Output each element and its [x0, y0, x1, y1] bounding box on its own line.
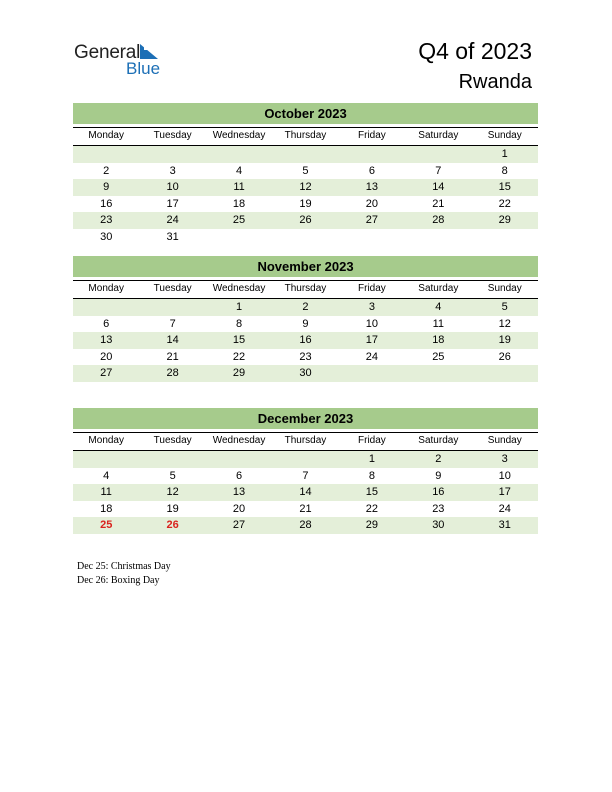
week-row [73, 163, 538, 180]
day-cell: 22 [232, 350, 246, 363]
weekday-label: Tuesday [153, 130, 192, 141]
day-cell: 22 [365, 502, 379, 515]
day-cell [405, 229, 471, 246]
day-cell: 29 [498, 214, 511, 227]
week-row [73, 146, 538, 163]
day-cell: 26 [498, 350, 511, 363]
day-cell: 4 [103, 469, 110, 482]
day-cell: 11 [100, 486, 112, 499]
day-cell: 21 [299, 502, 312, 515]
day-cell: 6 [235, 469, 243, 482]
weekday-label: Thursday [284, 130, 327, 141]
day-cell: 17 [498, 486, 511, 499]
day-cell: 16 [299, 334, 312, 347]
weekday-label: Friday [358, 435, 386, 446]
week-row [73, 196, 538, 213]
weekday-label: Saturday [418, 130, 459, 141]
day-cell: 25 [432, 350, 445, 363]
day-cell: 5 [169, 469, 176, 482]
day-cell: 15 [365, 486, 379, 499]
day-cell: 25 [232, 214, 246, 227]
day-cell: 21 [432, 197, 445, 210]
holiday-note: Dec 26: Boxing Day [77, 575, 160, 586]
weekday-label: Monday [88, 130, 124, 141]
day-cell: 30 [299, 367, 312, 380]
day-cell: 12 [299, 181, 312, 194]
week-row [73, 451, 538, 468]
day-cell: 3 [368, 301, 375, 313]
weekday-header-row [73, 280, 538, 299]
day-cell: 6 [368, 164, 375, 177]
day-cell [139, 451, 205, 468]
week-row [73, 501, 538, 518]
day-cell: 14 [166, 334, 179, 347]
weekday-label: Monday [88, 435, 124, 446]
month-calendar-october [73, 103, 538, 246]
day-cell: 27 [365, 214, 379, 227]
day-cell: 2 [103, 164, 110, 177]
day-cell: 10 [498, 469, 511, 482]
day-cell [339, 365, 405, 382]
day-cell [73, 451, 139, 468]
logo-blue-text: Blue [126, 59, 161, 78]
day-cell: 16 [432, 486, 445, 499]
week-row [73, 365, 538, 382]
day-cell: 13 [100, 334, 113, 347]
day-cell: 28 [299, 519, 312, 532]
day-cell: 23 [100, 214, 113, 227]
day-cell [139, 299, 205, 316]
day-cell: 5 [501, 301, 508, 313]
holiday-notes [77, 560, 171, 588]
day-cell: 19 [166, 502, 179, 515]
day-cell: 9 [103, 181, 110, 194]
day-cell: 27 [232, 519, 246, 532]
week-row [73, 349, 538, 366]
weekday-label: Sunday [487, 283, 522, 294]
day-cell: 23 [432, 502, 445, 515]
day-cell: 28 [432, 214, 445, 227]
day-cell [272, 229, 338, 246]
day-cell: 20 [232, 502, 246, 515]
week-row [73, 229, 538, 246]
day-cell: 8 [501, 164, 508, 177]
day-cell: 31 [498, 519, 511, 532]
day-cell: 31 [166, 230, 179, 243]
page-title: Q4 of 2023 [418, 38, 532, 64]
day-cell: 1 [501, 148, 508, 160]
weekday-label: Sunday [487, 435, 522, 446]
day-cell: 18 [432, 334, 445, 347]
weekday-header-row [73, 127, 538, 146]
day-cell [139, 146, 205, 163]
day-cell [272, 451, 338, 468]
day-cell [272, 146, 338, 163]
day-cell [472, 229, 538, 246]
week-row [73, 316, 538, 333]
day-cell [472, 365, 538, 382]
weekday-label: Wednesday [212, 130, 266, 141]
day-cell [405, 365, 471, 382]
logo-general-text: General [74, 42, 141, 63]
weekday-label: Saturday [418, 283, 459, 294]
weekday-label: Saturday [418, 435, 459, 446]
day-cell: 23 [299, 350, 312, 363]
week-row [73, 212, 538, 229]
holiday-day-cell: 26 [166, 519, 179, 532]
day-cell: 21 [166, 350, 179, 363]
day-cell: 18 [100, 502, 113, 515]
day-cell: 8 [235, 317, 243, 330]
day-cell [339, 146, 405, 163]
day-cell: 7 [169, 317, 176, 330]
day-cell: 29 [232, 367, 246, 380]
day-cell: 11 [432, 317, 445, 330]
week-row [73, 299, 538, 316]
day-cell: 16 [100, 197, 113, 210]
day-cell: 30 [432, 519, 445, 532]
day-cell: 19 [299, 197, 312, 210]
day-cell: 9 [435, 469, 442, 482]
day-cell: 24 [166, 214, 179, 227]
day-cell: 19 [498, 334, 511, 347]
weekday-label: Monday [88, 283, 124, 294]
holiday-note: Dec 25: Christmas Day [77, 561, 171, 572]
day-cell: 6 [103, 317, 110, 330]
day-cell: 1 [368, 453, 375, 465]
weekday-label: Tuesday [153, 435, 192, 446]
day-cell: 30 [100, 230, 113, 243]
week-row [73, 484, 538, 501]
month-title: November 2023 [73, 256, 538, 277]
day-cell: 28 [166, 367, 179, 380]
day-cell: 8 [368, 469, 375, 482]
day-cell: 13 [365, 181, 379, 194]
week-row [73, 468, 538, 485]
day-cell: 17 [166, 197, 179, 210]
weekday-header-row [73, 432, 538, 451]
day-cell [73, 299, 139, 316]
generalblue-logo [74, 42, 174, 78]
day-cell: 4 [435, 301, 442, 313]
day-cell: 22 [498, 197, 511, 210]
weekday-label: Thursday [284, 435, 327, 446]
day-cell: 4 [235, 164, 243, 177]
day-cell: 15 [498, 181, 511, 194]
day-cell: 24 [498, 502, 511, 515]
day-cell [206, 229, 272, 246]
day-cell: 5 [302, 164, 309, 177]
day-cell: 7 [302, 469, 309, 482]
day-cell: 7 [435, 164, 442, 177]
month-title: December 2023 [73, 408, 538, 429]
month-calendar-november [73, 256, 538, 382]
day-cell: 24 [365, 350, 379, 363]
country-name: Rwanda [458, 71, 532, 93]
week-row [73, 332, 538, 349]
day-cell [73, 146, 139, 163]
day-cell: 9 [302, 317, 309, 330]
day-cell: 2 [302, 301, 309, 313]
weekday-label: Friday [358, 283, 386, 294]
day-cell: 12 [166, 486, 179, 499]
day-cell: 26 [299, 214, 312, 227]
day-cell [405, 146, 471, 163]
holiday-day-cell: 25 [100, 519, 113, 532]
day-cell: 13 [232, 486, 246, 499]
week-row [73, 517, 538, 534]
weekday-label: Thursday [284, 283, 327, 294]
weekday-label: Wednesday [212, 283, 266, 294]
day-cell: 1 [235, 301, 243, 313]
day-cell: 14 [299, 486, 312, 499]
day-cell: 3 [501, 453, 508, 465]
day-cell: 2 [435, 453, 442, 465]
day-cell: 18 [232, 197, 246, 210]
month-calendar-december [73, 408, 538, 534]
weekday-label: Sunday [487, 130, 522, 141]
week-row [73, 179, 538, 196]
day-cell: 14 [432, 181, 445, 194]
day-cell: 20 [365, 197, 379, 210]
day-cell: 12 [498, 317, 511, 330]
month-title: October 2023 [73, 103, 538, 124]
day-cell: 29 [365, 519, 379, 532]
day-cell: 3 [169, 164, 176, 177]
day-cell: 10 [166, 181, 179, 194]
day-cell: 15 [232, 334, 246, 347]
weekday-label: Wednesday [212, 435, 266, 446]
day-cell: 20 [100, 350, 113, 363]
day-cell [206, 146, 272, 163]
weekday-label: Friday [358, 130, 386, 141]
day-cell: 11 [233, 181, 245, 194]
day-cell: 17 [365, 334, 379, 347]
day-cell: 27 [100, 367, 113, 380]
day-cell: 10 [365, 317, 379, 330]
weekday-label: Tuesday [153, 283, 192, 294]
day-cell [339, 229, 405, 246]
day-cell [206, 451, 272, 468]
